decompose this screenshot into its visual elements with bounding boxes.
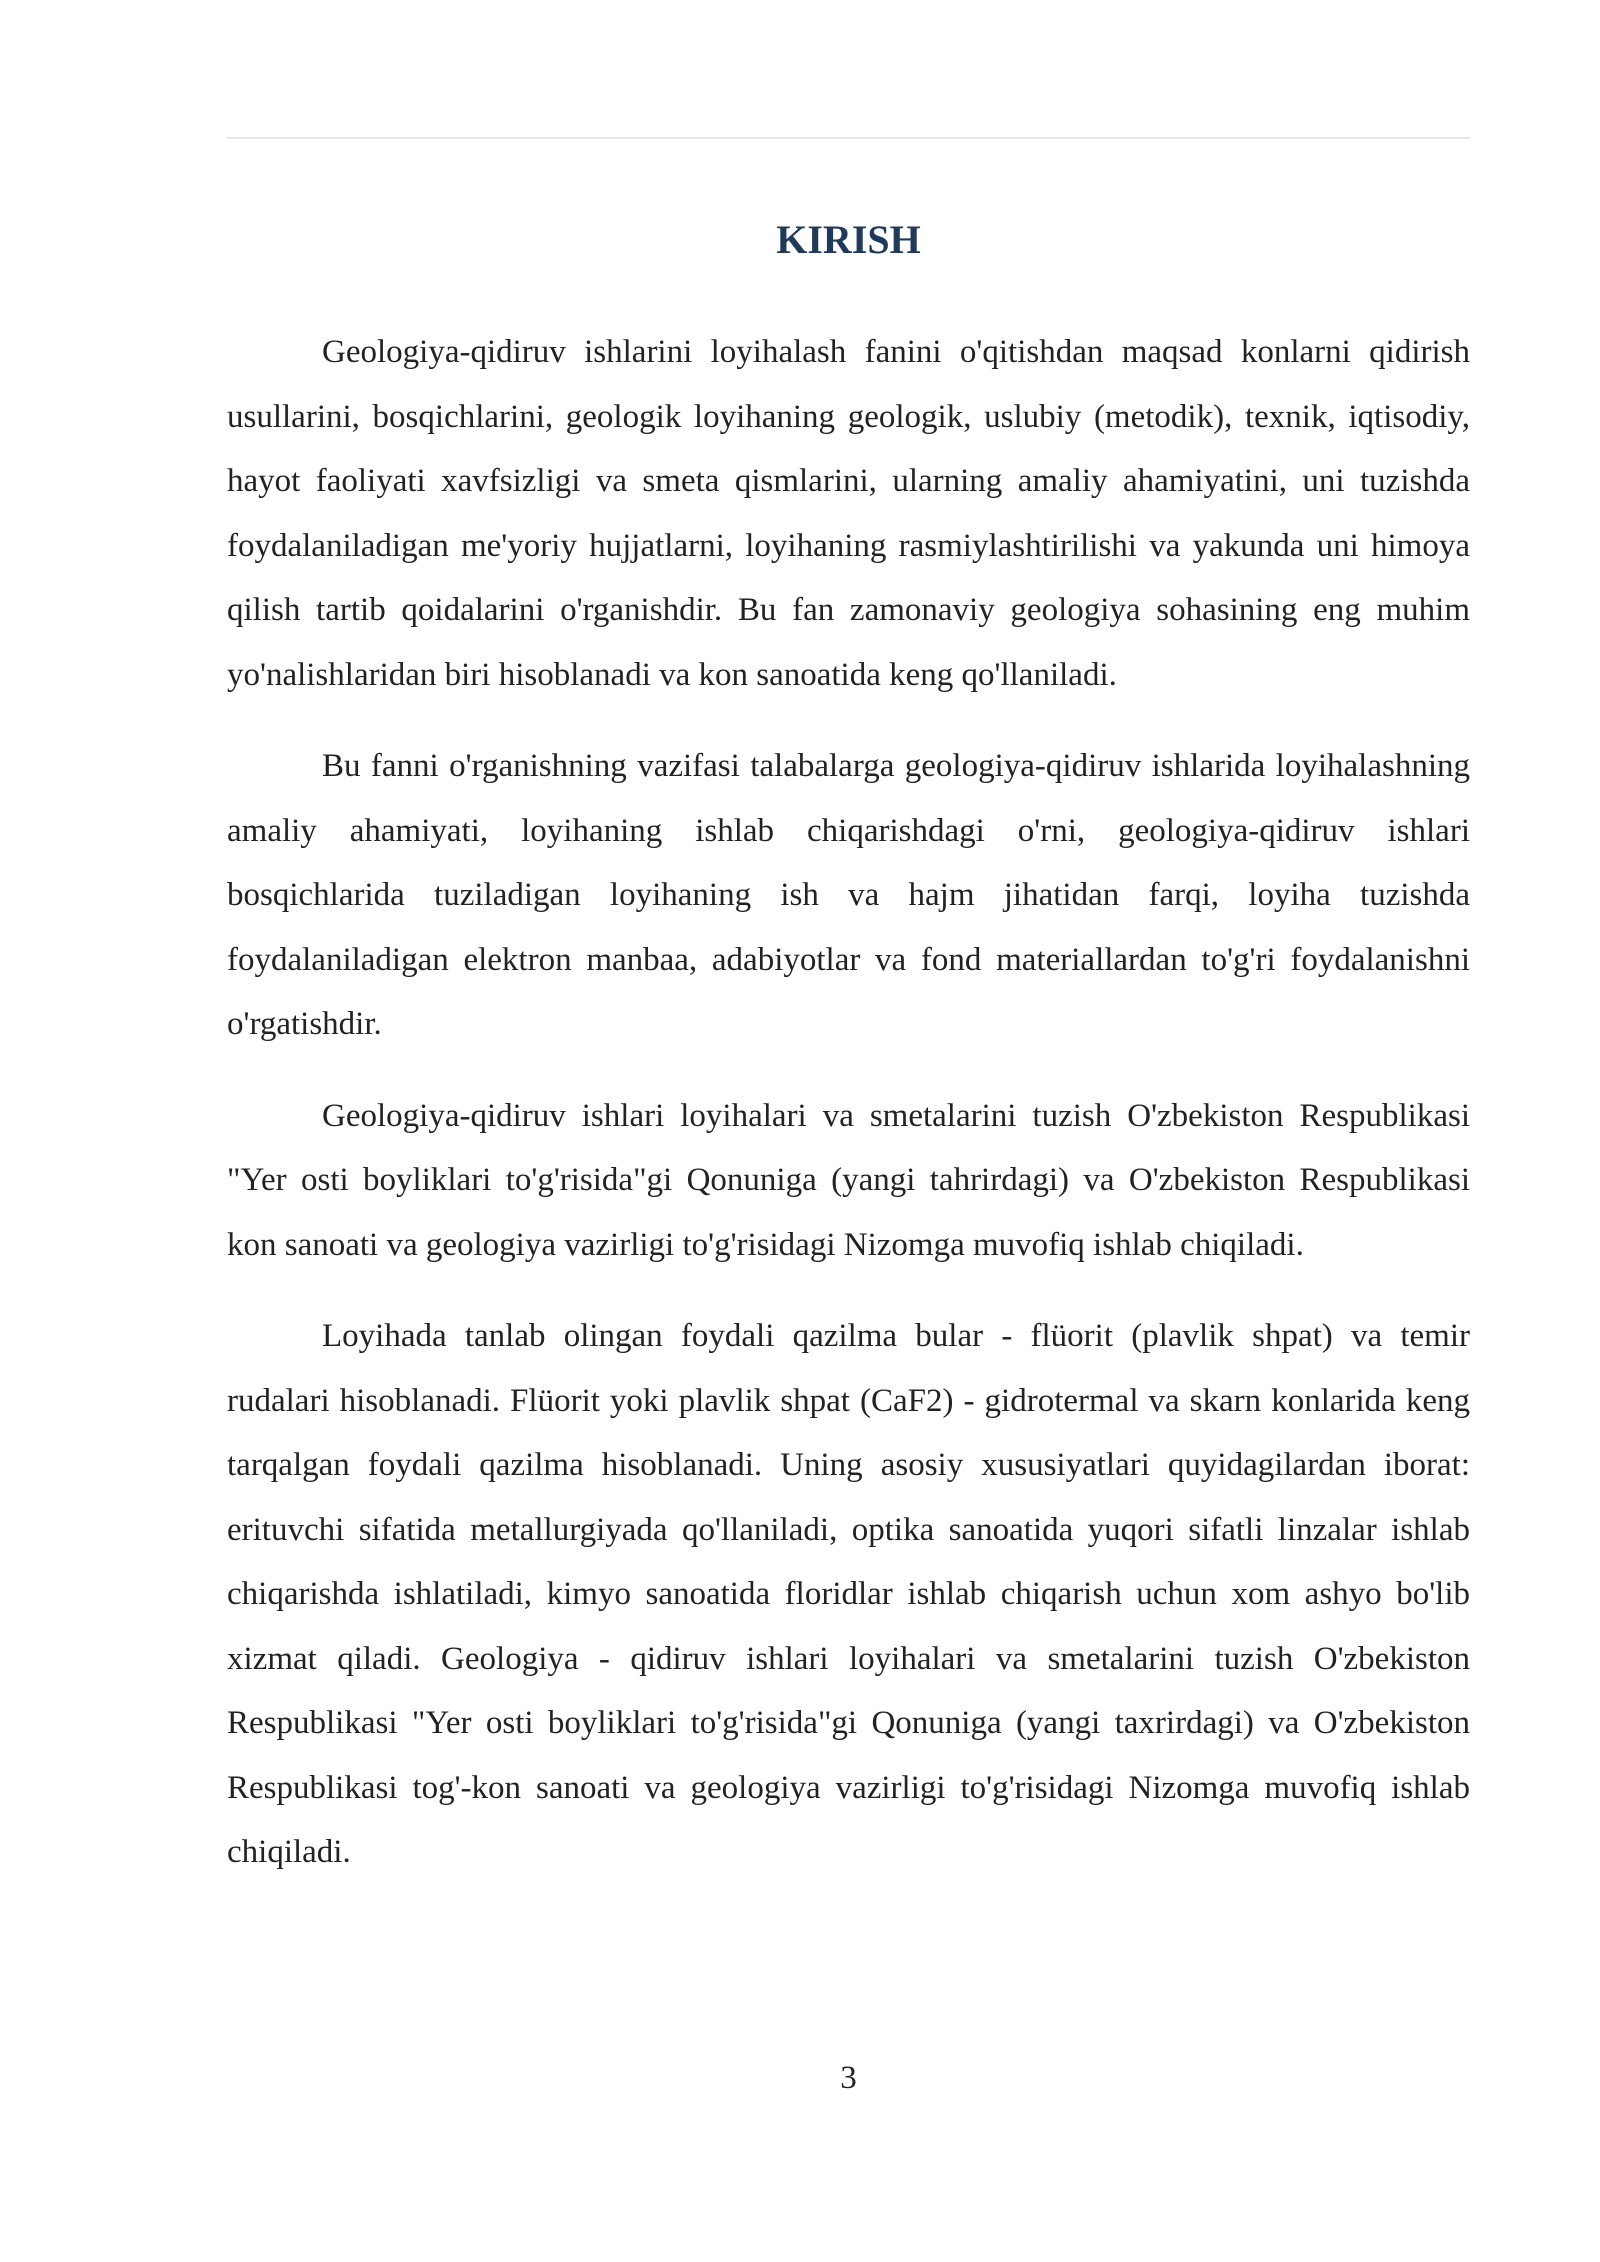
paragraph-1: Geologiya-qidiruv ishlarini loyihalash fanini o'qitishdan maqsad konlarni qidirish usullarini, bosqichlarini, geologik loyihaning geologik, uslubiy (metodik), texnik, iqtisodiy, hayot faoliyati xavfsizligi va smeta qismlarini, ularning amaliy ahamiyatini, uni tuzishda foydalaniladigan me'yoriy hujjatlarni, loyihaning rasmiylashtirilishi va yakunda uni himoya qilish tartib qoidalarini o'rganishdir. Bu fan zamonaviy geologiya sohasining eng muhim yo'nalishlaridan biri hisoblanadi va kon sanoatida keng qo'llaniladi. [227, 334, 1470, 693]
body-text [227, 320, 1470, 1912]
paragraph-2: Bu fanni o'rganishning vazifasi talabalarga geologiya-qidiruv ishlarida loyihalashning amaliy ahamiyati, loyihaning ishlab chiqarishdagi o'rni, geologiya-qidiruv ishlari bosqichlarida tuziladigan loyihaning ish va hajm jihatidan farqi, loyiha tuzishda foydalaniladigan elektron manbaa, adabiyotlar va fond materiallardan to'g'ri foydalanishni o'rgatishdir. [227, 748, 1470, 1042]
paragraph-4: Loyihada tanlab olingan foydali qazilma bular - flüorit (plavlik shpat) va temir rudalari hisoblanadi. Flüorit yoki plavlik shpat (CaF2) - gidrotermal va skarn konlarida keng tarqalgan foydali qazilma hisoblanadi. Uning asosiy xususiyatlari quyidagilardan iborat: erituvchi sifatida metallurgiyada qo'llaniladi, optika sanoatida yuqori sifatli linzalar ishlab chiqarishda ishlatiladi, kimyo sanoatida floridlar ishlab chiqarish uchun xom ashyo bo'lib xizmat qiladi. Geologiya - qidiruv ishlari loyihalari va smetalarini tuzish O'zbekiston Respublikasi "Yer osti boyliklari to'g'risida"gi Qonuniga (yangi taxrirdagi) va O'zbekiston Respublikasi tog'-kon sanoati va geologiya vazirligi to'g'risidagi Nizomga muvofiq ishlab chiqiladi. [227, 1318, 1470, 1870]
page-title: KIRISH [776, 217, 921, 262]
header-divider [227, 137, 1470, 139]
paragraph-3: Geologiya-qidiruv ishlari loyihalari va smetalarini tuzish O'zbekiston Respublikasi "Yer osti boyliklari to'g'risida"gi Qonuniga (yangi tahrirdagi) va O'zbekiston Respublikasi kon sanoati va geologiya vazirligi to'g'risidagi Nizomga muvofiq ishlab chiqiladi. [227, 1097, 1470, 1263]
page-number: 3 [840, 2060, 857, 2096]
